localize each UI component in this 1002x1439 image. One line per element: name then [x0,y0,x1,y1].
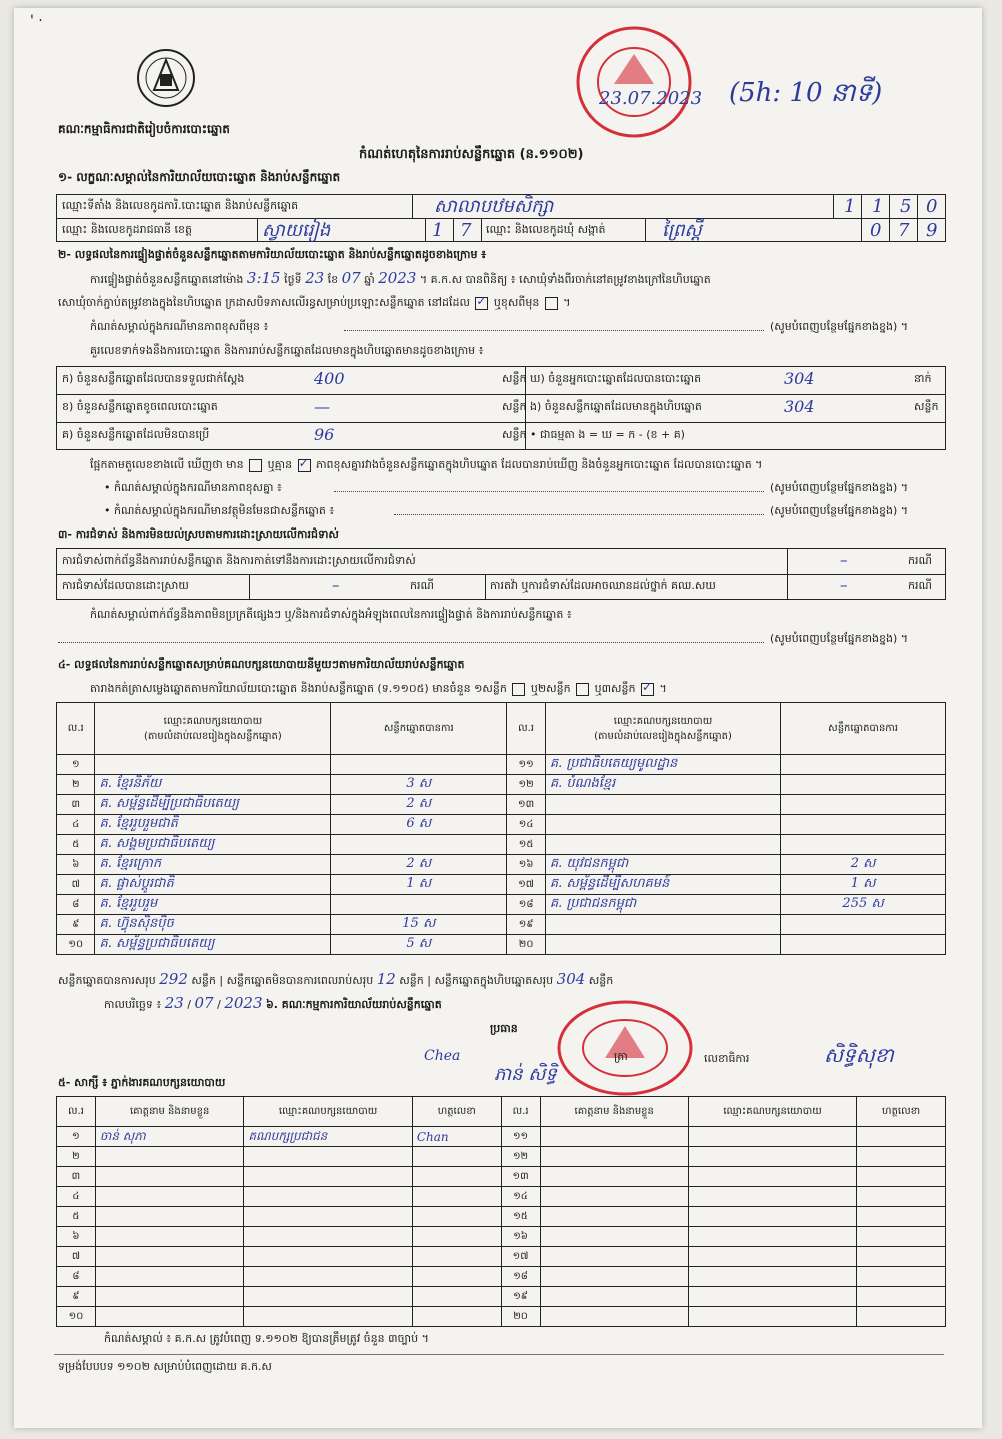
party-votes-left[interactable]: 3 ស [331,775,507,795]
witness-sign-left[interactable] [412,1187,501,1207]
witness-sign-right[interactable] [857,1167,946,1187]
witness-no-right: ១១ [501,1127,540,1147]
s2-line2: សោឃុំចាក់ភ្ជាប់តម្រូវខាងក្នុងនៃហិបឆ្នោត ក្រដាសបិទភាសលើរន្ធសម្រាប់ប្រឡោះសន្លឹកឆ្នោត នៅដដែល ✓ ឬខុសពីមុន ។ [58,296,571,310]
witness-sign-right[interactable] [857,1207,946,1227]
witness-no-left: ៩ [57,1287,96,1307]
witness-sign-left[interactable] [412,1147,501,1167]
party-votes-left[interactable]: 2 ស [331,855,507,875]
s2-row-right-label: ឃ) ចំនួនអ្នកបោះឆ្នោតដែលបានបោះឆ្នោត [530,372,702,385]
wit-h-name-left: គោត្តនាម និងនាមខ្លួន [95,1097,243,1127]
party-name-right[interactable]: គ. ប្រជាធិបតេយ្យមូលដ្ឋាន [545,755,780,775]
res-h-votes-right: សន្លឹកឆ្នោតបានការ [781,703,946,755]
s2-row-left-unit: សន្លឹក [502,372,527,385]
s2-line7-blank[interactable] [394,514,764,515]
witness-party-left[interactable] [244,1247,413,1267]
s2-row-left-value: 400 [314,369,345,388]
party-votes-left[interactable]: 6 ស [331,815,507,835]
witness-no-right: ១៥ [501,1207,540,1227]
s3-r2b-unit: ករណី [908,579,932,592]
party-votes-right[interactable] [781,835,946,855]
party-votes-right[interactable] [781,815,946,835]
committee-stamp-icon [550,998,700,1098]
table-row [57,1287,946,1307]
wit-h-party-right: ឈ្មោះគណបក្សនយោបាយ [688,1097,856,1127]
office-code-2: 1 [872,196,884,217]
s4-intro: តារាងកត់ត្រាសម្លេងឆ្នោតតាមការិយាល័យបោះឆ្នោត និងរាប់សន្លឹកឆ្នោត (ទ.១១០៥) មានចំនួន ១សន្លឹក ឬ២សន្លឹក ឬ៣សន្លឹក ✓ ។ [90,682,667,696]
witness-party-right[interactable] [688,1307,856,1327]
two-sheet-checkbox[interactable] [576,683,589,696]
table-row [57,755,946,775]
office-name: សាលាបឋមសិក្សា [434,196,554,217]
party-votes-left[interactable] [331,755,507,775]
witness-no-left: ៤ [57,1187,96,1207]
s2-row-left-value: 96 [314,425,335,444]
witness-name-right[interactable] [540,1267,688,1287]
party-no-right[interactable]: ១៩ [507,915,546,935]
s3-r1: ការជំទាស់ពាក់ព័ន្ធនឹងការរាប់សន្លឹកឆ្នោត និងការកាត់ទៅនឹងការដោះស្រាយលើការជំទាស់ [62,554,416,567]
s2-line5: ផ្អែកតាមតួលេខខាងលើ ឃើញថា មាន ឬគ្មាន ✓ ភាពខុសគ្នារវាងចំនួនសន្លឹកឆ្នោតក្នុងហិបឆ្នោត ដែលបានរាប់ឃើញ និងចំនួនអ្នកបោះឆ្នោត ដែលបានបោះឆ្នោត ។ [90,458,762,472]
party-no-right[interactable]: ១៨ [507,895,546,915]
witness-party-right[interactable] [688,1287,856,1307]
wit-h-sign-right: ហត្ថលេខា [857,1097,946,1127]
party-no-right[interactable]: ២០ [507,935,546,955]
s2-row-right-label: • ជាធម្មតា ង = ឃ = ក - (ខ + គ) [530,428,685,441]
total-valid: 292 [159,970,188,988]
party-no-left[interactable]: ៨ [57,895,95,915]
count-time: 3:15 [246,269,281,287]
commune-code-1: 0 [870,220,882,241]
count-month: 07 [341,269,361,287]
witness-party-left[interactable] [244,1287,413,1307]
s2-line6: • កំណត់សម្គាល់ក្នុងករណីមានភាពខុសគ្នា ៖ [104,481,282,494]
witness-party-left[interactable] [244,1267,413,1287]
witness-sign-right[interactable] [857,1247,946,1267]
witness-no-right: ១៧ [501,1247,540,1267]
table-row [57,815,946,835]
witness-name-right[interactable] [540,1227,688,1247]
table-row [57,895,946,915]
president-initials: Chea [424,1048,461,1064]
res-h-no-left: ល.រ [57,703,95,755]
s3-r2b-value: – [840,576,848,594]
witness-sign-left[interactable] [412,1247,501,1267]
footer-form-line: ទម្រង់បែបបទ ១១០២ សម្រាប់បំពេញដោយ គ.ក.ស [58,1360,272,1373]
party-name-right[interactable]: គ. សម្ព័ន្ធដើម្បីសហគមន៍ [545,875,780,895]
party-name-right[interactable] [545,915,780,935]
witness-no-left: ២ [57,1147,96,1167]
fill-note-1: (សូមបំពេញបន្ថែមផ្នែកខាងខ្នង) ។ [770,320,909,333]
witness-no-left: ១០ [57,1307,96,1327]
s2-row-right-value: 304 [784,397,815,416]
district-name: ស្វាយរៀង [262,220,331,241]
s2-line3-blank[interactable] [344,330,764,331]
witness-party-left[interactable] [244,1167,413,1187]
s2-line7: • កំណត់សម្គាល់ក្នុងករណីមានវត្ថុមិនមែនជាសន្លឹកឆ្នោត ៖ [104,504,335,517]
witness-party-left[interactable] [244,1187,413,1207]
table-row [57,1147,946,1167]
same-checkbox[interactable] [475,297,488,310]
table-row [57,1227,946,1247]
res-h-party-left: ឈ្មោះគណបក្សនយោបាយ (តាមលំដាប់លេខរៀងក្នុងសន្លឹកឆ្នោត) [95,703,331,755]
witness-no-left: ៥ [57,1207,96,1227]
s2-row-right-value: 304 [784,369,815,388]
party-no-right[interactable]: ១១ [507,755,546,775]
witness-sign-left[interactable] [412,1227,501,1247]
witness-sign-right[interactable] [857,1307,946,1327]
results-table [56,702,946,955]
party-name-left[interactable]: គ. ខ្មែរនិភ័យ [95,775,331,795]
witness-name-right[interactable] [540,1247,688,1267]
form-title: កំណត់ហេតុនៃការរាប់សន្លឹកឆ្នោត (ន.១១០២) [359,147,584,162]
wit-h-no-left: ល.រ [57,1097,96,1127]
stamp-note: (5h: 10 នាទី) [729,78,883,108]
office-code-4: 0 [926,196,938,217]
witness-sign-left[interactable] [412,1307,501,1327]
witness-no-right: ១៤ [501,1187,540,1207]
no-difference-checkbox[interactable] [298,459,311,472]
date-day: 23 [164,994,184,1012]
witness-name-left[interactable] [95,1307,243,1327]
s2-row-right-unit: សន្លឹក [914,400,939,413]
witness-no-right: ១៣ [501,1167,540,1187]
s2-row-right-unit: នាក់ [914,372,932,385]
witness-sign-right[interactable] [857,1287,946,1307]
s3-r2b: ការតវ៉ា ឬការជំទាស់ដែលអាចឈានដល់ថ្នាក់ គឈ.សឃ [490,579,716,592]
witness-sign-left[interactable] [412,1207,501,1227]
total-ballots: 304 [556,970,586,988]
witness-party-right[interactable] [688,1147,856,1167]
party-votes-right[interactable] [781,795,946,815]
party-no-right[interactable]: ១៧ [507,875,546,895]
s2-row-left-label: គ) ចំនួនសន្លឹកឆ្នោតដែលមិនបានប្រើ [62,428,210,441]
witness-no-right: ១២ [501,1147,540,1167]
table-row [57,775,946,795]
s2-line3: កំណត់សម្គាល់ក្នុងករណីមានភាពខុសពីមុន ៖ [90,320,269,333]
party-no-left[interactable]: ៧ [57,875,95,895]
witness-sign-right[interactable] [857,1187,946,1207]
witness-party-left[interactable] [244,1147,413,1167]
party-votes-right[interactable]: 255 ស [781,895,946,915]
party-votes-right[interactable]: 2 ស [781,855,946,875]
witness-party-right[interactable] [688,1247,856,1267]
party-no-left[interactable]: ២ [57,775,95,795]
table-row [57,1267,946,1287]
party-name-left[interactable]: គ. សម្ព័ន្ធដើម្បីប្រជាធិបតេយ្យ [95,795,331,815]
official-stamp-icon [570,24,703,144]
party-no-left[interactable]: ១ [57,755,95,775]
witness-name-left[interactable]: ចាន់ សុភា [95,1127,243,1147]
witness-sign-left[interactable] [412,1167,501,1187]
party-name-left[interactable]: គ. ខ្មែររួបរួមជាតិ [95,815,331,835]
party-votes-left[interactable] [331,895,507,915]
wit-h-name-right: គោត្តនាម និងនាមខ្លួន [540,1097,688,1127]
stamp-label: ត្រា [614,1050,628,1063]
national-emblem-icon [134,46,198,110]
totals-line: សន្លឹកឆ្នោតបានការសរុប 292 សន្លឹក | សន្លឹកឆ្នោតមិនបានការពេលរាប់សរុប 12 សន្លឹក | សន្លឹកឆ្នោតក្នុងហិបឆ្នោតសរុប 304 សន្លឹក [58,970,614,988]
office-code-3: 5 [900,196,912,217]
s2-row-right-label: ង) ចំនួនសន្លឹកឆ្នោតដែលមានក្នុងហិបឆ្នោត [530,400,702,413]
party-no-right[interactable]: ១២ [507,775,546,795]
party-no-left[interactable]: ៩ [57,915,95,935]
witness-name-right[interactable] [540,1127,688,1147]
table-row [57,1187,946,1207]
s2-row-left-label: ក) ចំនួនសន្លឹកឆ្នោតដែលបានទទួលជាក់ស្តែង [62,372,245,385]
table-row [57,855,946,875]
s3-r1-value: – [840,551,848,569]
party-no-left[interactable]: ១០ [57,935,95,955]
form-page [14,8,982,1428]
count-year: 2023 [378,269,417,287]
party-name-right[interactable] [545,795,780,815]
party-no-left[interactable]: ៤ [57,815,95,835]
s2-row-left-unit: សន្លឹក [502,428,527,441]
party-votes-left[interactable]: 2 ស [331,795,507,815]
s4-heading: ៤- លទ្ធផលនៃការរាប់សន្លឹកឆ្នោតសម្រាប់គណបក្សនយោបាយនីមួយៗតាមការិយាល័យរាប់សន្លឹកឆ្នោត [58,658,465,671]
witness-name-right[interactable] [540,1307,688,1327]
label-office: ឈ្មោះទីតាំង និងលេខកូដការិ.បោះឆ្នោត និងរាប់សន្លឹកឆ្នោត [62,199,299,212]
commune-name: ព្រៃស្តី [662,220,702,241]
secretary-label: លេខាធិការ [704,1052,750,1065]
date-line: កាលបរិច្ឆេទ ៖ 23 / 07 / 2023 ៦. គណៈកម្មការការិយាល័យរាប់សន្លឹកឆ្នោត [104,994,442,1012]
commune-code-3: 9 [926,220,938,241]
s3-r1-unit: ករណី [908,554,932,567]
stamp-date: 23.07.2023 [599,88,703,109]
secretary-name: សិទ្ធិសុខា [824,1043,894,1067]
witness-no-left: ៨ [57,1267,96,1287]
district-code-2: 7 [460,220,472,241]
party-no-right[interactable]: ១៤ [507,815,546,835]
res-h-votes-left: សន្លឹកឆ្នោតបានការ [331,703,507,755]
fill-note-4: (សូមបំពេញបន្ថែមផ្នែកខាងខ្នង) ។ [770,632,909,645]
party-name-right[interactable]: គ. ប្រជាជនកម្ពុជា [545,895,780,915]
party-votes-right[interactable] [781,935,946,955]
witness-no-right: ១៩ [501,1287,540,1307]
party-name-right[interactable]: គ. យុវជនកម្ពុជា [545,855,780,875]
party-votes-right[interactable] [781,915,946,935]
witness-name-right[interactable] [540,1187,688,1207]
witness-sign-left[interactable]: Chan [412,1127,501,1147]
table-row [57,915,946,935]
party-name-left[interactable]: គ. ផ្លាស់ប្តូរជាតិ [95,875,331,895]
witness-party-left[interactable]: គណបក្សប្រជាជន [244,1127,413,1147]
witness-name-left[interactable] [95,1227,243,1247]
witness-name-left[interactable] [95,1247,243,1267]
office-code-1: 1 [844,196,856,217]
party-name-left[interactable]: គ. ខ្មែររួបរួម [95,895,331,915]
s1-heading: ១- លក្ខណៈសម្គាល់នៃការិយាល័យបោះឆ្នោត និងរាប់សន្លឹកឆ្នោត [58,170,341,184]
party-name-left[interactable]: គ. សម្ព័ន្ធប្រជាធិបតេយ្យ [95,935,331,955]
corner-mark: ' · [30,13,43,29]
table-row [57,795,946,815]
party-votes-right[interactable] [781,755,946,775]
fill-note-3: (សូមបំពេញបន្ថែមផ្នែកខាងខ្នង) ។ [770,504,909,517]
witness-no-left: ៧ [57,1247,96,1267]
witness-party-right[interactable] [688,1227,856,1247]
s2-line1: ការផ្ទៀងផ្ទាត់ចំនួនសន្លឹកឆ្នោតនៅម៉ោង 3:15 ថ្ងៃទី 23 ខែ 07 ឆ្នាំ 2023 ។ គ.ក.ស បានពិនិត្យ ៖ សោឃុំទាំងពីរចាក់នៅតម្រូវខាងក្រៅនៃហិបឆ្នោត [90,269,711,287]
witness-name-left[interactable] [95,1207,243,1227]
president-name: ភាន់ សិទ្ធិ [494,1064,557,1085]
witness-name-left[interactable] [95,1147,243,1167]
witness-name-right[interactable] [540,1287,688,1307]
res-h-party-right: ឈ្មោះគណបក្សនយោបាយ (តាមលំដាប់លេខរៀងក្នុងសន្លឹកឆ្នោត) [545,703,780,755]
witness-name-right[interactable] [540,1147,688,1167]
s3-r2a: ការជំទាស់ដែលបានដោះស្រាយ [62,579,189,592]
s3-heading: ៣- ការជំទាស់ និងការមិនយល់ស្របតាមការដោះស្រាយលើការជំទាស់ [58,528,339,541]
has-difference-checkbox[interactable] [249,459,262,472]
party-no-left[interactable]: ៣ [57,795,95,815]
s2-heading: ២- លទ្ធផលនៃការផ្ទៀងផ្ទាត់ចំនួនសន្លឹកឆ្នោតតាមការិយាល័យបោះឆ្នោត និងរាប់សន្លឹកឆ្នោតដូចខាងក្រោម ៖ [58,248,487,261]
party-votes-right[interactable] [781,775,946,795]
witness-no-left: ៣ [57,1167,96,1187]
witness-no-right: ២០ [501,1307,540,1327]
party-name-right[interactable] [545,935,780,955]
s3-r2a-value: – [332,576,340,594]
party-no-right[interactable]: ១៣ [507,795,546,815]
total-invalid: 12 [376,970,396,988]
witness-name-left[interactable] [95,1167,243,1187]
table-row [57,935,946,955]
s3-r2a-unit: ករណី [410,579,434,592]
party-name-left[interactable]: គ. ខ្មែរក្រោក [95,855,331,875]
table-row [57,1127,946,1147]
witness-sign-right[interactable] [857,1227,946,1247]
commune-code-2: 7 [898,220,910,241]
footer-rule [54,1354,944,1355]
org-name: គណៈកម្មាធិការជាតិរៀបចំការបោះឆ្នោត [58,122,230,136]
party-votes-left[interactable]: 5 ស [331,935,507,955]
s2-line4: គួរលេខទាក់ទងនឹងការបោះឆ្នោត និងការរាប់សន្លឹកឆ្នោតដែលមានក្នុងហិបឆ្នោតមានដូចខាងក្រោម ៖ [90,344,484,357]
party-name-right[interactable] [545,815,780,835]
footer-note: កំណត់សម្គាល់ ៖ គ.ក.ស ត្រូវបំពេញ ទ.១១០២ ឱ្យបានត្រឹមត្រូវ ចំនួន ៣ច្បាប់ ។ [104,1332,429,1345]
fill-note-2: (សូមបំពេញបន្ថែមផ្នែកខាងខ្នង) ។ [770,481,909,494]
s2-line6-blank[interactable] [334,491,764,492]
date-month: 07 [194,994,214,1012]
s5-heading: ៥- សាក្សី ៖ ភ្នាក់ងារគណបក្សនយោបាយ [58,1076,226,1089]
label-district: ឈ្មោះ និងលេខកូដរាជធានី ខេត្ត [62,223,192,236]
different-checkbox[interactable] [545,297,558,310]
witness-sign-left[interactable] [412,1287,501,1307]
witness-name-left[interactable] [95,1267,243,1287]
witness-sign-right[interactable] [857,1267,946,1287]
s2-row-left-label: ខ) ចំនួនសន្លឹកឆ្នោតខូចពេលបោះឆ្នោត [62,400,218,413]
date-year: 2023 [224,994,263,1012]
party-votes-left[interactable] [331,835,507,855]
table-row [57,835,946,855]
witness-party-left[interactable] [244,1307,413,1327]
table-row [57,1207,946,1227]
table-row [57,875,946,895]
witness-no-right: ១៨ [501,1267,540,1287]
witness-name-left[interactable] [95,1187,243,1207]
s3-note: កំណត់សម្គាល់ពាក់ព័ន្ធនឹងភាពមិនប្រក្រតីផ្សេងៗ ឬ/និងការជំទាស់ក្នុងអំឡុងពេលនៃការផ្ទៀងផ្ទាត់ និងការរាប់សន្លឹកឆ្នោត ៖ [90,608,572,621]
witness-table [56,1096,946,1327]
witness-party-right[interactable] [688,1207,856,1227]
label-commune: ឈ្មោះ និងលេខកូដឃុំ សង្កាត់ [486,223,606,236]
president-label: ប្រធាន [490,1022,518,1035]
witness-sign-right[interactable] [857,1127,946,1147]
party-no-right[interactable]: ១៦ [507,855,546,875]
party-votes-right[interactable]: 1 ស [781,875,946,895]
s2-row-left-value: — [314,397,330,416]
witness-no-left: ១ [57,1127,96,1147]
witness-no-right: ១៦ [501,1227,540,1247]
party-no-left[interactable]: ៦ [57,855,95,875]
party-no-left[interactable]: ៥ [57,835,95,855]
party-name-right[interactable]: គ. បំណងខ្មែរ [545,775,780,795]
table-row [57,1247,946,1267]
witness-party-right[interactable] [688,1187,856,1207]
party-votes-left[interactable]: 15 ស [331,915,507,935]
wit-h-party-left: ឈ្មោះគណបក្សនយោបាយ [244,1097,413,1127]
witness-sign-right[interactable] [857,1147,946,1167]
table-row [57,1307,946,1327]
party-name-left[interactable]: គ. សង្គមប្រជាធិបតេយ្យ [95,835,331,855]
res-h-no-right: ល.រ [507,703,546,755]
party-no-right[interactable]: ១៥ [507,835,546,855]
witness-party-right[interactable] [688,1127,856,1147]
one-sheet-checkbox[interactable] [512,683,525,696]
table-row [57,1167,946,1187]
party-name-right[interactable] [545,835,780,855]
district-code-1: 1 [432,220,444,241]
party-votes-left[interactable]: 1 ស [331,875,507,895]
witness-name-left[interactable] [95,1287,243,1307]
witness-name-right[interactable] [540,1207,688,1227]
witness-party-left[interactable] [244,1207,413,1227]
wit-h-no-right: ល.រ [501,1097,540,1127]
wit-h-sign-left: ហត្ថលេខា [412,1097,501,1127]
party-name-left[interactable]: គ. ហ៊្វុនស៊ិនប៉ិច [95,915,331,935]
witness-no-left: ៦ [57,1227,96,1247]
witness-party-left[interactable] [244,1227,413,1247]
party-name-left[interactable] [95,755,331,775]
witness-name-right[interactable] [540,1167,688,1187]
witness-party-right[interactable] [688,1267,856,1287]
witness-sign-left[interactable] [412,1267,501,1287]
s3-note-blank[interactable] [58,642,764,643]
three-sheet-checkbox[interactable] [641,683,654,696]
witness-party-right[interactable] [688,1167,856,1187]
s2-row-left-unit: សន្លឹក [502,400,527,413]
count-day: 23 [305,269,325,287]
